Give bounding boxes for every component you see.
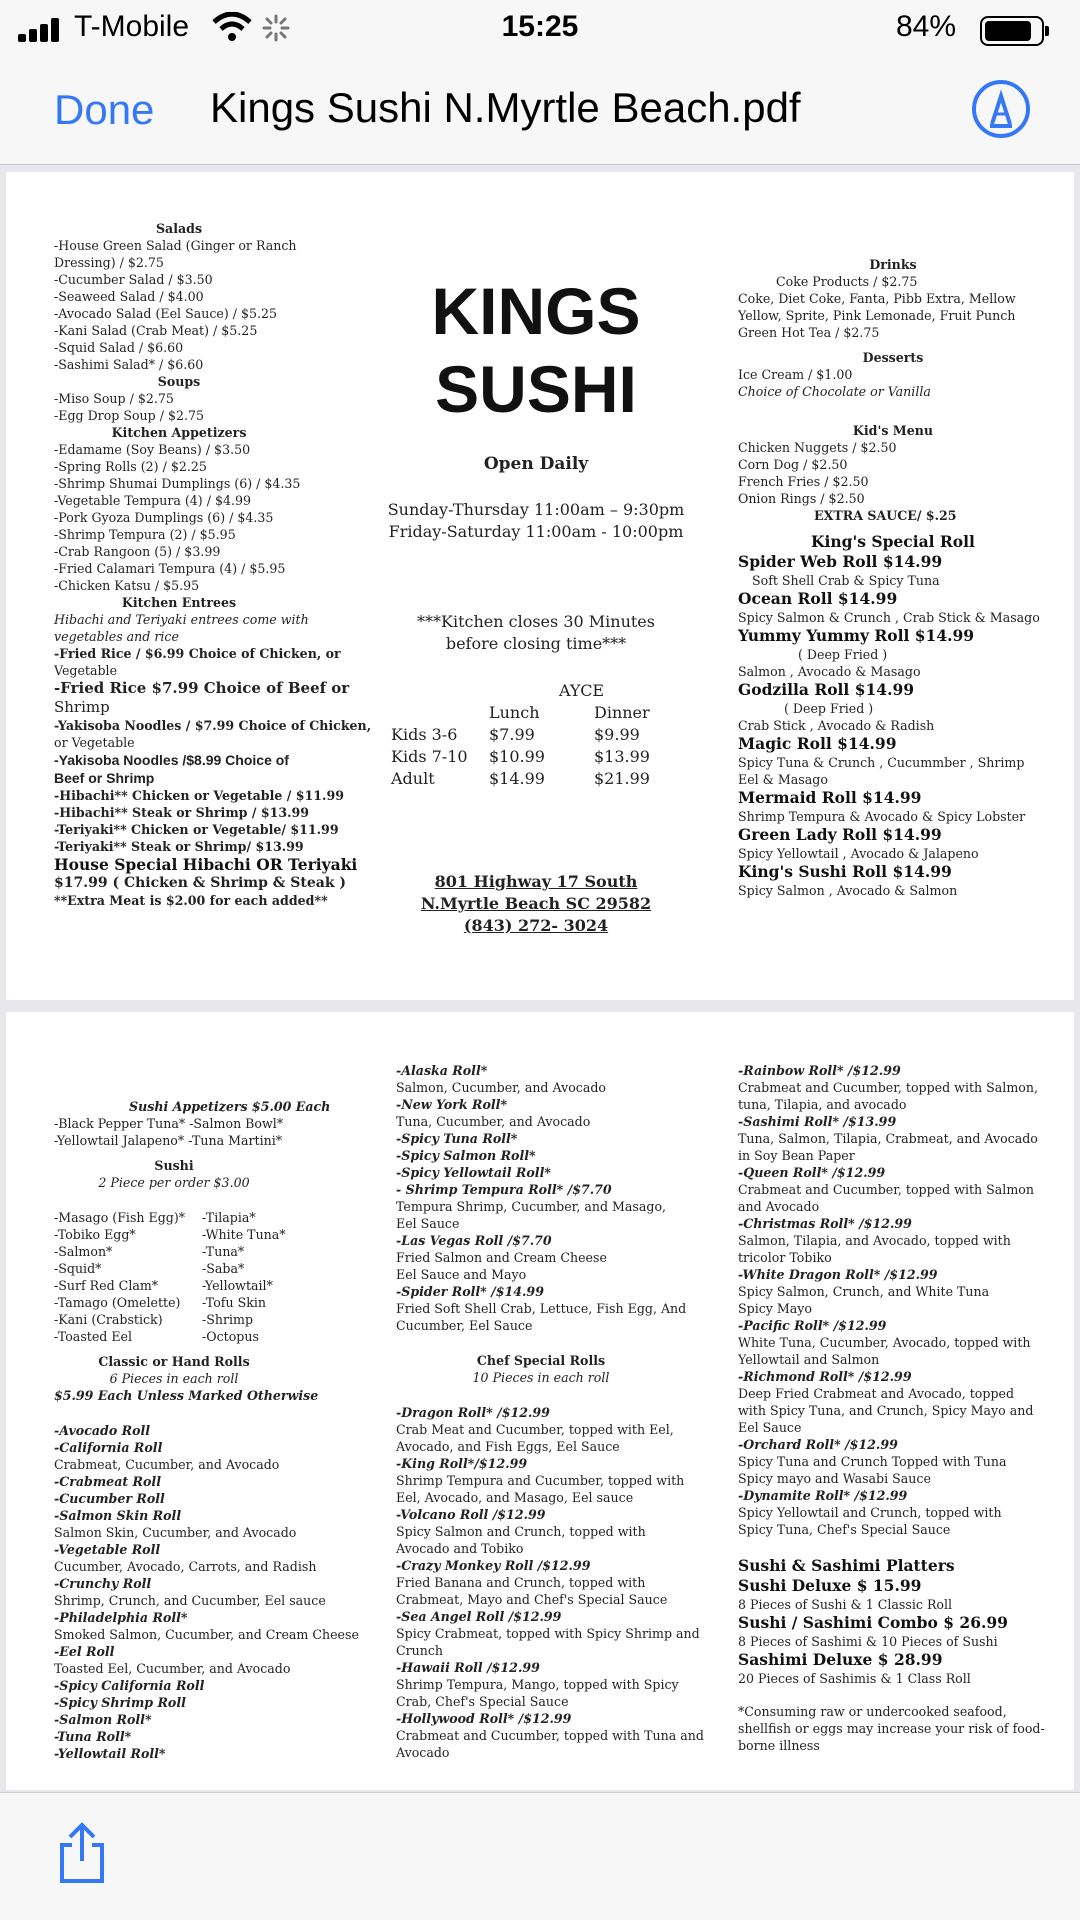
menu-line: -Yellowtail Jalapeno* -Tuna Martini* bbox=[54, 1133, 283, 1148]
menu-line: -Salmon* bbox=[54, 1244, 113, 1259]
roll-desc: Spicy Crabmeat, topped with Spicy Shrimp and bbox=[396, 1626, 700, 1641]
menu-column-1 bbox=[54, 1098, 359, 1762]
ayce-cell: Kids 7-10 bbox=[391, 747, 468, 766]
roll-desc: Fried Salmon and Cream Cheese bbox=[396, 1250, 607, 1265]
hours-weekend: Friday-Saturday 11:00am - 10:00pm bbox=[388, 522, 684, 541]
roll-desc: Shrimp, Crunch, and Cucumber, Eel sauce bbox=[54, 1593, 326, 1608]
menu-line: $17.99 ( Chicken & Shrimp & Steak ) bbox=[54, 875, 347, 891]
menu-line: -Cucumber Salad / $3.50 bbox=[54, 272, 213, 287]
roll-desc: Crab Meat and Cucumber, topped with Eel, bbox=[396, 1422, 674, 1437]
menu-line: -Shrimp bbox=[202, 1312, 254, 1327]
roll-desc: ( Deep Fried ) bbox=[798, 647, 888, 662]
menu-line: -Teriyaki** Chicken or Vegetable/ $11.99 bbox=[54, 822, 339, 837]
roll-name: -Tuna Roll* bbox=[54, 1729, 132, 1744]
ayce-cell: $21.99 bbox=[594, 769, 650, 788]
menu-line: French Fries / $2.50 bbox=[738, 474, 869, 489]
roll-name: -Rainbow Roll* /$12.99 bbox=[738, 1063, 901, 1078]
roll-name: -Spicy California Roll bbox=[54, 1678, 205, 1693]
menu-line: Dressing) / $2.75 bbox=[54, 255, 164, 270]
section-heading: Desserts bbox=[862, 350, 924, 365]
menu-line: -Edamame (Soy Beans) / $3.50 bbox=[54, 442, 251, 457]
roll-desc: Crabmeat, Cucumber, and Avocado bbox=[54, 1457, 280, 1472]
menu-line: **Extra Meat is $2.00 for each added** bbox=[54, 893, 328, 908]
roll-desc: Spicy Salmon , Avocado & Salmon bbox=[738, 883, 958, 898]
platter-desc: 8 Pieces of Sashimi & 10 Pieces of Sushi bbox=[738, 1634, 998, 1649]
roll-name: -Sea Angel Roll /$12.99 bbox=[396, 1609, 562, 1624]
menu-line: -Yellowtail* bbox=[202, 1278, 273, 1293]
ayce-header: Dinner bbox=[594, 703, 650, 722]
markup-pen-icon[interactable] bbox=[972, 80, 1030, 138]
roll-name: -King Roll*/$12.99 bbox=[396, 1456, 528, 1471]
platter-name: Sushi / Sashimi Combo $ 26.99 bbox=[738, 1613, 1008, 1632]
roll-desc: Spicy Tuna and Crunch Topped with Tuna bbox=[738, 1454, 1007, 1469]
ayce-cell: Kids 3-6 bbox=[391, 725, 458, 744]
roll-desc: Tempura Shrimp, Cucumber, and Masago, bbox=[396, 1199, 667, 1214]
roll-desc: Fried Soft Shell Crab, Lettuce, Fish Egg, And bbox=[396, 1301, 687, 1316]
menu-right-column bbox=[738, 256, 1048, 899]
menu-line: Beef or Shrimp bbox=[54, 770, 155, 786]
menu-line: -Black Pepper Tuna* -Salmon Bowl* bbox=[54, 1116, 284, 1131]
platter-name: Sashimi Deluxe $ 28.99 bbox=[738, 1650, 943, 1669]
menu-line: -Avocado Salad (Eel Sauce) / $5.25 bbox=[54, 306, 278, 321]
section-heading: Sushi & Sashimi Platters bbox=[738, 1556, 955, 1575]
roll-name: -Avocado Roll bbox=[54, 1423, 151, 1438]
roll-desc: Tuna, Cucumber, and Avocado bbox=[396, 1114, 591, 1129]
menu-line: -Fried Rice / $6.99 Choice of Chicken, or bbox=[54, 646, 341, 661]
roll-desc: Shrimp Tempura and Cucumber, topped with bbox=[396, 1473, 685, 1488]
menu-line: -Yakisoba Noodles / $7.99 Choice of Chicken, bbox=[54, 718, 372, 733]
pdf-page-2 bbox=[6, 1012, 1074, 1790]
section-heading: Drinks bbox=[869, 257, 917, 272]
roll-name: -Hollywood Roll* /$12.99 bbox=[396, 1711, 572, 1726]
roll-name: Ocean Roll $14.99 bbox=[738, 589, 898, 608]
roll-desc: Soft Shell Crab & Spicy Tuna bbox=[752, 573, 940, 588]
roll-desc: Salmon, Tilapia, and Avocado, topped with bbox=[738, 1233, 1011, 1248]
roll-desc: Spicy Yellowtail and Crunch, topped with bbox=[738, 1505, 1002, 1520]
roll-desc: Crab Stick , Avocado & Radish bbox=[738, 718, 935, 733]
phone-number[interactable]: (843) 272- 3024 bbox=[463, 916, 609, 935]
menu-column-3 bbox=[738, 1062, 1058, 1754]
roll-desc: Crabmeat and Cucumber, topped with Salmon, bbox=[738, 1080, 1038, 1095]
menu-line: -Tilapia* bbox=[202, 1210, 256, 1225]
roll-desc: Avocado and Tobiko bbox=[396, 1541, 524, 1556]
menu-line: Chicken Nuggets / $2.50 bbox=[738, 440, 897, 455]
roll-desc: Eel, Avocado, and Masago, Eel sauce bbox=[396, 1490, 634, 1505]
roll-desc: Eel Sauce bbox=[396, 1216, 460, 1231]
roll-desc: Crabmeat, Mayo and Chef's Special Sauce bbox=[396, 1592, 668, 1607]
roll-desc: Tuna, Salmon, Tilapia, Crabmeat, and Avocado bbox=[738, 1131, 1038, 1146]
menu-line: -Sashimi Salad* / $6.60 bbox=[54, 357, 204, 372]
roll-desc: Eel Sauce and Mayo bbox=[396, 1267, 527, 1282]
navigation-bar bbox=[0, 60, 1080, 165]
menu-line: Ice Cream / $1.00 bbox=[738, 367, 853, 382]
menu-note: vegetables and rice bbox=[54, 629, 179, 644]
menu-line: -White Tuna* bbox=[202, 1227, 286, 1242]
menu-column-2 bbox=[396, 1062, 704, 1761]
menu-line: -Pork Gyoza Dumplings (6) / $4.35 bbox=[54, 510, 274, 525]
carrier-label: T-Mobile bbox=[74, 10, 190, 43]
roll-name: -Spicy Shrimp Roll bbox=[54, 1695, 186, 1710]
roll-name: King's Sushi Roll $14.99 bbox=[738, 862, 952, 881]
menu-note: $5.99 Each Unless Marked Otherwise bbox=[54, 1388, 319, 1403]
roll-desc: tuna, Tilapia, and avocado bbox=[738, 1097, 907, 1112]
roll-desc: Crab, Chef's Special Sauce bbox=[396, 1694, 569, 1709]
menu-line: -Octopus bbox=[202, 1329, 259, 1344]
kitchen-close-note: ***Kitchen closes 30 Minutes bbox=[417, 612, 655, 631]
roll-desc: Crunch bbox=[396, 1643, 444, 1658]
platter-desc: 8 Pieces of Sushi & 1 Classic Roll bbox=[738, 1597, 953, 1612]
roll-desc: Spicy Tuna, Chef's Special Sauce bbox=[738, 1522, 951, 1537]
roll-name: -Pacific Roll* /$12.99 bbox=[738, 1318, 887, 1333]
menu-line: -Tamago (Omelette) bbox=[54, 1295, 181, 1310]
menu-line: -Teriyaki** Steak or Shrimp/ $13.99 bbox=[54, 839, 304, 854]
pdf-page-1 bbox=[6, 172, 1074, 1000]
menu-line: -Tobiko Egg* bbox=[54, 1227, 136, 1242]
roll-desc: Toasted Eel, Cucumber, and Avocado bbox=[54, 1661, 291, 1676]
menu-line: Coke, Diet Coke, Fanta, Pibb Extra, Mellow bbox=[738, 291, 1016, 306]
battery-percent: 84% bbox=[895, 10, 956, 43]
roll-name: -Crazy Monkey Roll /$12.99 bbox=[396, 1558, 591, 1573]
roll-desc: Shrimp Tempura, Mango, topped with Spicy bbox=[396, 1677, 679, 1692]
menu-line: -Shrimp Tempura (2) / $5.95 bbox=[54, 527, 236, 542]
menu-note: 10 Pieces in each roll bbox=[472, 1370, 610, 1385]
roll-name: Mermaid Roll $14.99 bbox=[738, 788, 922, 807]
roll-name: Magic Roll $14.99 bbox=[738, 734, 897, 753]
roll-name: Green Lady Roll $14.99 bbox=[738, 825, 942, 844]
menu-line: Shrimp bbox=[54, 698, 110, 716]
menu-line: -Masago (Fish Egg)* bbox=[54, 1210, 186, 1225]
platter-name: Sushi Deluxe $ 15.99 bbox=[738, 1576, 922, 1595]
roll-name: -White Dragon Roll* /$12.99 bbox=[738, 1267, 938, 1282]
menu-line: -Kani Salad (Crab Meat) / $5.25 bbox=[54, 323, 258, 338]
disclaimer: shellfish or eggs may increase your risk of food- bbox=[738, 1721, 1045, 1736]
menu-left-column bbox=[54, 220, 372, 909]
ayce-cell: $14.99 bbox=[489, 769, 545, 788]
share-icon[interactable] bbox=[56, 1821, 108, 1885]
ayce-table bbox=[391, 680, 650, 790]
menu-line: -Fried Rice $7.99 Choice of Beef or bbox=[54, 679, 350, 697]
ayce-cell: $10.99 bbox=[489, 747, 545, 766]
section-heading: Kid's Menu bbox=[852, 423, 934, 438]
roll-name: -Eel Roll bbox=[54, 1644, 115, 1659]
roll-desc: Avocado, and Fish Eggs, Eel Sauce bbox=[396, 1439, 620, 1454]
menu-line: -Hibachi** Steak or Shrimp / $13.99 bbox=[54, 805, 310, 820]
section-heading: King's Special Roll bbox=[811, 532, 975, 551]
roll-name: -Spicy Yellowtail Roll* bbox=[396, 1165, 551, 1180]
roll-name: -Hawaii Roll /$12.99 bbox=[396, 1660, 540, 1675]
roll-desc: Crabmeat and Cucumber, topped with Salmon bbox=[738, 1182, 1034, 1197]
roll-name: -California Roll bbox=[54, 1440, 163, 1455]
menu-line: -Miso Soup / $2.75 bbox=[54, 391, 174, 406]
menu-line: Corn Dog / $2.50 bbox=[738, 457, 848, 472]
menu-line: or Vegetable bbox=[54, 735, 135, 750]
ayce-cell: Adult bbox=[391, 769, 435, 788]
menu-line: Vegetable bbox=[54, 663, 118, 678]
section-heading: Sushi Appetizers $5.00 Each bbox=[129, 1099, 331, 1114]
roll-name: -Queen Roll* /$12.99 bbox=[738, 1165, 886, 1180]
menu-line: -Squid* bbox=[54, 1261, 102, 1276]
roll-desc: Cucumber, Avocado, Carrots, and Radish bbox=[54, 1559, 317, 1574]
platter-desc: 20 Pieces of Sashimis & 1 Class Roll bbox=[738, 1671, 971, 1686]
roll-desc: in Soy Bean Paper bbox=[738, 1148, 855, 1163]
ayce-header: Lunch bbox=[489, 703, 540, 722]
roll-name: -Volcano Roll /$12.99 bbox=[396, 1507, 546, 1522]
restaurant-logo bbox=[351, 272, 721, 428]
roll-name: -Spicy Tuna Roll* bbox=[396, 1131, 518, 1146]
menu-note: 6 Pieces in each roll bbox=[109, 1371, 239, 1386]
status-bar bbox=[0, 0, 1080, 60]
roll-name: Spider Web Roll $14.99 bbox=[738, 552, 943, 571]
menu-line: House Special Hibachi OR Teriyaki bbox=[54, 855, 358, 874]
roll-desc: Spicy Salmon and Crunch, topped with bbox=[396, 1524, 646, 1539]
menu-line: Yellow, Sprite, Pink Lemonade, Fruit Punch bbox=[738, 308, 1016, 323]
menu-line: -Vegetable Tempura (4) / $4.99 bbox=[54, 493, 252, 508]
roll-desc: Spicy Mayo bbox=[738, 1301, 812, 1316]
roll-name: -Las Vegas Roll /$7.70 bbox=[396, 1233, 552, 1248]
roll-desc: Avocado bbox=[396, 1745, 450, 1760]
section-heading: Salads bbox=[155, 221, 203, 236]
roll-name: -New York Roll* bbox=[396, 1097, 508, 1112]
menu-line: -Egg Drop Soup / $2.75 bbox=[54, 408, 205, 423]
menu-line: -Hibachi** Chicken or Vegetable / $11.99 bbox=[54, 788, 344, 803]
roll-name: -Philadelphia Roll* bbox=[54, 1610, 188, 1625]
section-heading: Kitchen Entrees bbox=[121, 595, 237, 610]
ayce-title: AYCE bbox=[559, 681, 605, 700]
menu-line: Green Hot Tea / $2.75 bbox=[738, 325, 880, 340]
bottom-toolbar bbox=[0, 1792, 1080, 1920]
disclaimer: borne illness bbox=[738, 1738, 820, 1753]
menu-line: -Tuna* bbox=[202, 1244, 245, 1259]
menu-line: EXTRA SAUCE/ $.25 bbox=[814, 508, 957, 523]
roll-name: -Salmon Roll* bbox=[54, 1712, 152, 1727]
roll-desc: Cucumber, Eel Sauce bbox=[396, 1318, 533, 1333]
roll-desc: Smoked Salmon, Cucumber, and Cream Cheese bbox=[54, 1627, 359, 1642]
menu-line: -Surf Red Clam* bbox=[54, 1278, 159, 1293]
roll-desc: Salmon , Avocado & Masago bbox=[738, 664, 921, 679]
address-line: 801 Highway 17 South bbox=[434, 872, 638, 891]
roll-desc: Spicy mayo and Wasabi Sauce bbox=[738, 1471, 931, 1486]
roll-desc: Salmon, Cucumber, and Avocado bbox=[396, 1080, 606, 1095]
roll-desc: with Spicy Tuna, and Crunch, Spicy Mayo and bbox=[738, 1403, 1034, 1418]
roll-desc: Fried Banana and Crunch, topped with bbox=[396, 1575, 646, 1590]
roll-desc: Eel Sauce bbox=[738, 1420, 802, 1435]
section-heading: Classic or Hand Rolls bbox=[98, 1354, 250, 1369]
roll-name: -Dynamite Roll* /$12.99 bbox=[738, 1488, 908, 1503]
roll-name: -Cucumber Roll bbox=[54, 1491, 165, 1506]
roll-desc: and Avocado bbox=[738, 1199, 820, 1214]
roll-name: -Alaska Roll* bbox=[396, 1063, 488, 1078]
disclaimer: *Consuming raw or undercooked seafood, bbox=[738, 1704, 1007, 1719]
menu-line: -Crab Rangoon (5) / $3.99 bbox=[54, 544, 221, 559]
roll-desc: Deep Fried Crabmeat and Avocado, topped bbox=[738, 1386, 1015, 1401]
roll-name: -Spider Roll* /$14.99 bbox=[396, 1284, 544, 1299]
hours-weekday: Sunday-Thursday 11:00am – 9:30pm bbox=[387, 500, 685, 519]
roll-name: -Crabmeat Roll bbox=[54, 1474, 161, 1489]
roll-desc: Yellowtail and Salmon bbox=[738, 1352, 880, 1367]
roll-name: Godzilla Roll $14.99 bbox=[738, 680, 915, 699]
roll-name: -Dragon Roll* /$12.99 bbox=[396, 1405, 550, 1420]
section-heading: Kitchen Appetizers bbox=[111, 425, 247, 440]
menu-line: -Saba* bbox=[202, 1261, 245, 1276]
menu-line: -Spring Rolls (2) / $2.25 bbox=[54, 459, 207, 474]
roll-name: -Salmon Skin Roll bbox=[54, 1508, 182, 1523]
roll-desc: Shrimp Tempura & Avocado & Spicy Lobster bbox=[738, 809, 1026, 824]
battery-icon bbox=[980, 16, 1044, 46]
roll-desc: Spicy Salmon & Crunch , Crab Stick & Masago bbox=[738, 610, 1040, 625]
roll-name: Yummy Yummy Roll $14.99 bbox=[738, 626, 975, 645]
menu-line: -Fried Calamari Tempura (4) / $5.95 bbox=[54, 561, 286, 576]
section-heading: Soups bbox=[157, 374, 201, 389]
section-heading: Chef Special Rolls bbox=[476, 1353, 606, 1368]
done-button[interactable]: Done bbox=[54, 86, 155, 133]
roll-desc: Eel & Masago bbox=[738, 772, 828, 787]
roll-name: -Orchard Roll* /$12.99 bbox=[738, 1437, 898, 1452]
logo-line: SUSHI bbox=[435, 352, 637, 426]
menu-line: Coke Products / $2.75 bbox=[776, 274, 918, 289]
menu-note: 2 Piece per order $3.00 bbox=[98, 1175, 250, 1190]
menu-line: -Shrimp Shumai Dumplings (6) / $4.35 bbox=[54, 476, 301, 491]
roll-desc: Crabmeat and Cucumber, topped with Tuna and bbox=[396, 1728, 704, 1743]
clock: 15:25 bbox=[501, 10, 579, 43]
roll-desc: Spicy Tuna & Crunch , Cucummber , Shrimp bbox=[738, 755, 1025, 770]
logo-line: KINGS bbox=[431, 274, 641, 348]
roll-name: -Yellowtail Roll* bbox=[54, 1746, 166, 1761]
menu-line: -Chicken Katsu / $5.95 bbox=[54, 578, 200, 593]
menu-note: Choice of Chocolate or Vanilla bbox=[738, 384, 931, 399]
roll-desc: White Tuna, Cucumber, Avocado, topped with bbox=[738, 1335, 1031, 1350]
roll-name: -Richmond Roll* /$12.99 bbox=[738, 1369, 912, 1384]
menu-line: -Yakisoba Noodles /$8.99 Choice of bbox=[54, 752, 289, 768]
roll-name: -Christmas Roll* /$12.99 bbox=[738, 1216, 912, 1231]
ayce-cell: $9.99 bbox=[594, 725, 640, 744]
open-daily: Open Daily bbox=[483, 454, 589, 474]
menu-line: Onion Rings / $2.50 bbox=[738, 491, 865, 506]
menu-line: -Toasted Eel bbox=[54, 1329, 133, 1344]
menu-line: -House Green Salad (Ginger or Ranch bbox=[54, 238, 297, 253]
roll-desc: ( Deep Fried ) bbox=[784, 701, 874, 716]
roll-name: -Crunchy Roll bbox=[54, 1576, 152, 1591]
menu-note: Hibachi and Teriyaki entrees come with bbox=[54, 612, 309, 627]
roll-desc: Spicy Salmon, Crunch, and White Tuna bbox=[738, 1284, 990, 1299]
menu-line: -Kani (Crabstick) bbox=[54, 1312, 163, 1327]
section-heading: Sushi bbox=[154, 1158, 194, 1173]
menu-line: -Seaweed Salad / $4.00 bbox=[54, 289, 204, 304]
menu-line: -Squid Salad / $6.60 bbox=[54, 340, 184, 355]
roll-name: -Sashimi Roll* /$13.99 bbox=[738, 1114, 897, 1129]
roll-name: - Shrimp Tempura Roll* /$7.70 bbox=[396, 1182, 612, 1197]
menu-line: -Tofu Skin bbox=[202, 1295, 266, 1310]
roll-desc: Salmon Skin, Cucumber, and Avocado bbox=[54, 1525, 297, 1540]
address-city: N.Myrtle Beach SC 29582 bbox=[420, 894, 652, 913]
roll-name: -Vegetable Roll bbox=[54, 1542, 161, 1557]
roll-desc: Spicy Yellowtail , Avocado & Jalapeno bbox=[738, 846, 979, 861]
kitchen-close-note: before closing time*** bbox=[445, 634, 627, 653]
roll-name: -Spicy Salmon Roll* bbox=[396, 1148, 536, 1163]
roll-desc: tricolor Tobiko bbox=[738, 1250, 832, 1265]
ayce-cell: $13.99 bbox=[594, 747, 650, 766]
ayce-cell: $7.99 bbox=[489, 725, 535, 744]
document-title: Kings Sushi N.Myrtle Beach.pdf bbox=[210, 84, 801, 131]
